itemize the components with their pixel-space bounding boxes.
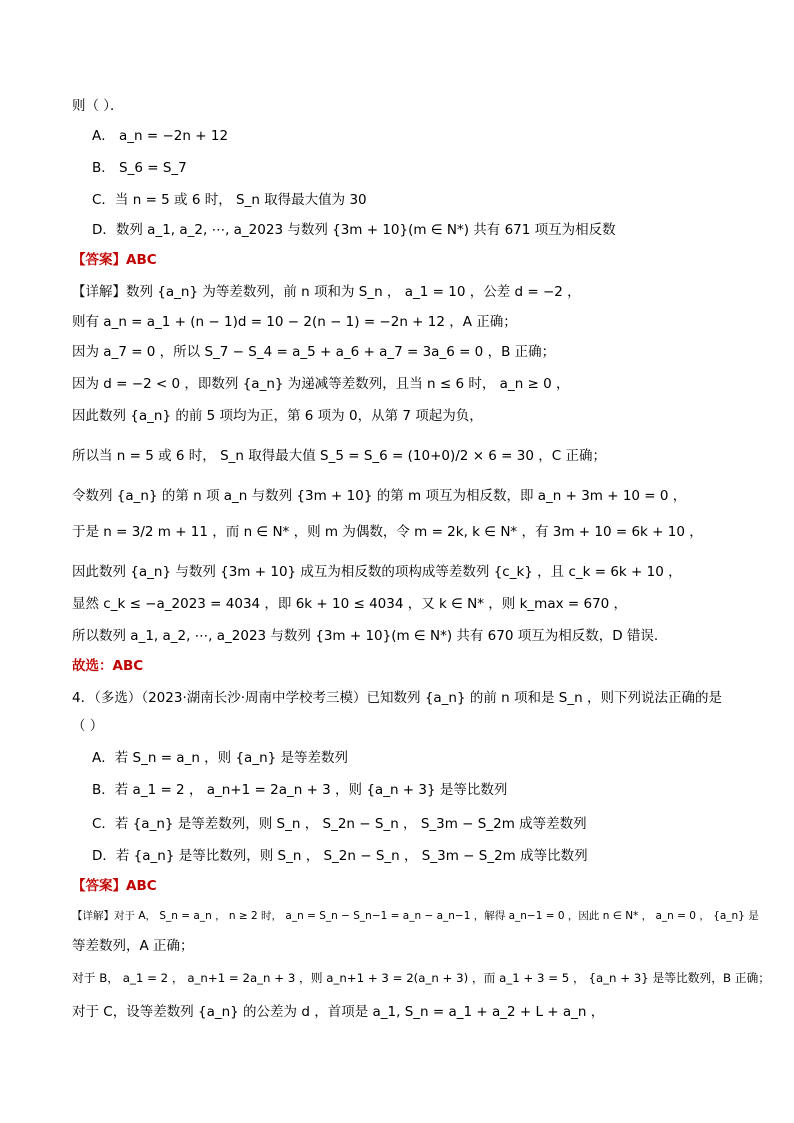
text-line: 则（ ）． bbox=[72, 98, 124, 114]
option-c: C．当 n = 5 或 6 时， S_n 取得最大值为 30 bbox=[92, 192, 367, 208]
q4-option-c: C．若 {a_n} 是等差数列，则 S_n ， S_2n − S_n ， S_3m − S_2m 成等差数列 bbox=[92, 816, 587, 832]
solution-line: 因为 a_7 = 0 ，所以 S_7 − S_4 = a_5 + a_6 + a_7 = 3a_6 = 0 ，B 正确； bbox=[72, 344, 556, 360]
solution-line: 对于 B， a_1 = 2 ， a_n+1 = 2a_n + 3 ，则 a_n+1 + 3 = 2(a_n + 3) ，而 a_1 + 3 = 5 ， {a_n + 3} 是等比数列，B 正确； bbox=[72, 971, 771, 985]
q4-option-a: A．若 S_n = a_n ，则 {a_n} 是等差数列 bbox=[92, 750, 349, 766]
question-4-paren: （ ） bbox=[72, 718, 104, 734]
option-a: A． a_n = −2n + 12 bbox=[92, 128, 229, 144]
solution-line: 因此数列 {a_n} 与数列 {3m + 10} 成互为相反数的项构成等差数列 {c_k} ，且 c_k = 6k + 10 ， bbox=[72, 564, 682, 580]
answer-label: 【答案】ABC bbox=[72, 252, 157, 268]
question-4: 4．（多选）（2023·湖南长沙·周南中学校考三模）已知数列 {a_n} 的前 n 项和是 S_n ，则下列说法正确的是 bbox=[72, 690, 722, 706]
solution-line: 因此数列 {a_n} 的前 5 项均为正，第 6 项为 0，从第 7 项起为负， bbox=[72, 408, 483, 424]
final-choice: 故选：ABC bbox=[72, 658, 144, 674]
option-d: D．数列 a_1, a_2, ⋯, a_2023 与数列 {3m + 10}(m ∈ N*) 共有 671 项互为相反数 bbox=[92, 222, 616, 238]
solution-line: 令数列 {a_n} 的第 n 项 a_n 与数列 {3m + 10} 的第 m 项互为相反数，即 a_n + 3m + 10 = 0 ， bbox=[72, 488, 687, 504]
answer-label-2: 【答案】ABC bbox=[72, 878, 157, 894]
solution-line: 所以当 n = 5 或 6 时， S_n 取得最大值 S_5 = S_6 = (10+0)/2 × 6 = 30 ，C 正确； bbox=[72, 448, 606, 464]
solution-line: 对于 C，设等差数列 {a_n} 的公差为 d ，首项是 a_1, S_n = a_1 + a_2 + L + a_n ， bbox=[72, 1004, 605, 1020]
solution-line: 【详解】数列 {a_n} 为等差数列，前 n 项和为 S_n ， a_1 = 10 ，公差 d = −2 ， bbox=[72, 284, 581, 300]
solution-line: 【详解】对于 A， S_n = a_n ， n ≥ 2 时， a_n = S_n − S_n−1 = a_n − a_n−1 ，解得 a_n−1 = 0 ，因此 n ∈ N* ， a_n = 0 ， {a_n} 是 bbox=[72, 910, 759, 922]
solution-line: 等差数列，A 正确； bbox=[72, 938, 194, 954]
option-b: B． S_6 = S_7 bbox=[92, 160, 187, 176]
solution-line: 于是 n = 3/2 m + 11 ，而 n ∈ N* ，则 m 为偶数，令 m = 2k, k ∈ N* ，有 3m + 10 = 6k + 10 ， bbox=[72, 524, 703, 540]
solution-line: 显然 c_k ≤ −a_2023 = 4034 ，即 6k + 10 ≤ 4034 ，又 k ∈ N* ，则 k_max = 670 ， bbox=[72, 596, 628, 612]
q4-option-b: B．若 a_1 = 2 ， a_n+1 = 2a_n + 3 ，则 {a_n + 3} 是等比数列 bbox=[92, 782, 508, 798]
solution-line: 则有 a_n = a_1 + (n − 1)d = 10 − 2(n − 1) = −2n + 12 ，A 正确； bbox=[72, 314, 517, 330]
solution-line: 因为 d = −2 < 0 ，即数列 {a_n} 为递减等差数列，且当 n ≤ 6 时， a_n ≥ 0 ， bbox=[72, 376, 570, 392]
solution-line: 所以数列 a_1, a_2, ⋯, a_2023 与数列 {3m + 10}(m ∈ N*) 共有 670 项互为相反数，D 错误. bbox=[72, 628, 659, 644]
q4-option-d: D．若 {a_n} 是等比数列，则 S_n ， S_2n − S_n ， S_3m − S_2m 成等比数列 bbox=[92, 848, 588, 864]
